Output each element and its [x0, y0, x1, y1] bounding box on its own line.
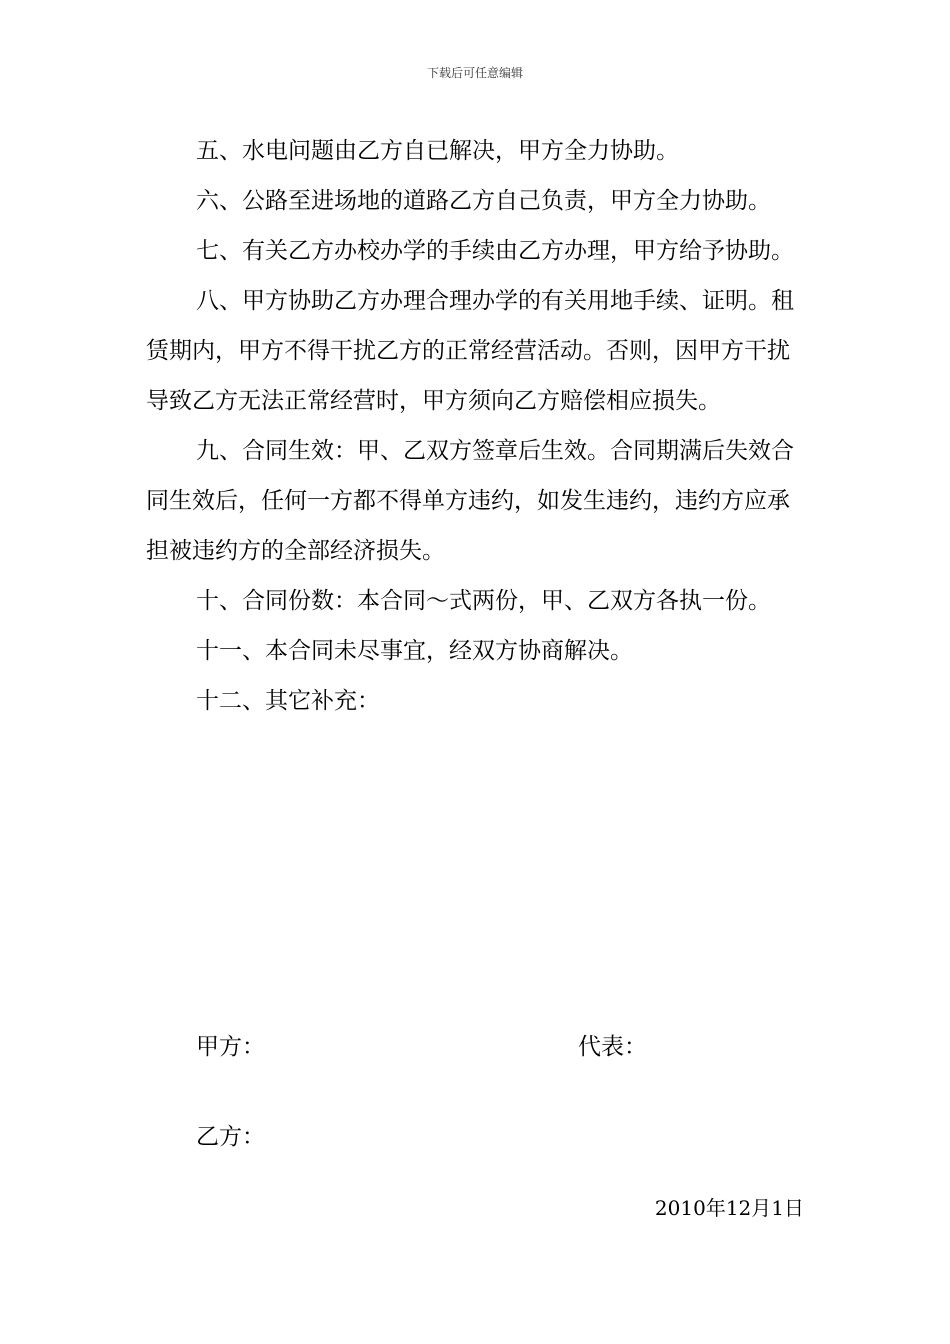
clause-5: 五、水电问题由乙方自已解决，甲方全力协助。 [196, 138, 679, 164]
party-a-label: 甲方： [196, 1034, 265, 1060]
signing-date: 2010年12月1日 [654, 1196, 804, 1220]
clause-12: 十二、其它补充： [196, 688, 380, 714]
clause-7: 七、有关乙方办校办学的手续由乙方办理，甲方给予协助。 [196, 238, 794, 264]
clause-8: 八、甲方协助乙方办理合理办学的有关用地手续、证明。租赁期内，甲方不得干扰乙方的正常经营活动。否则，因甲方干扰导致乙方无法正常经营时，甲方须向乙方赔偿相应损失。 [146, 288, 794, 414]
representative-label: 代表： [578, 1034, 647, 1060]
page-header: 下载后可任意编辑 [426, 66, 523, 80]
clause-11: 十一、本合同未尽事宜，经双方协商解决。 [196, 638, 633, 664]
party-b-label: 乙方： [196, 1124, 265, 1150]
clause-6: 六、公路至进场地的道路乙方自己负责，甲方全力协助。 [196, 188, 771, 214]
clause-10: 十、合同份数：本合同～式两份，甲、乙双方各执一份。 [196, 588, 771, 614]
contract-body [146, 126, 806, 726]
clause-9: 九、合同生效：甲、乙双方签章后生效。合同期满后失效合同生效后，任何一方都不得单方违约，如发生违约，违约方应承担被违约方的全部经济损失。 [146, 438, 794, 564]
